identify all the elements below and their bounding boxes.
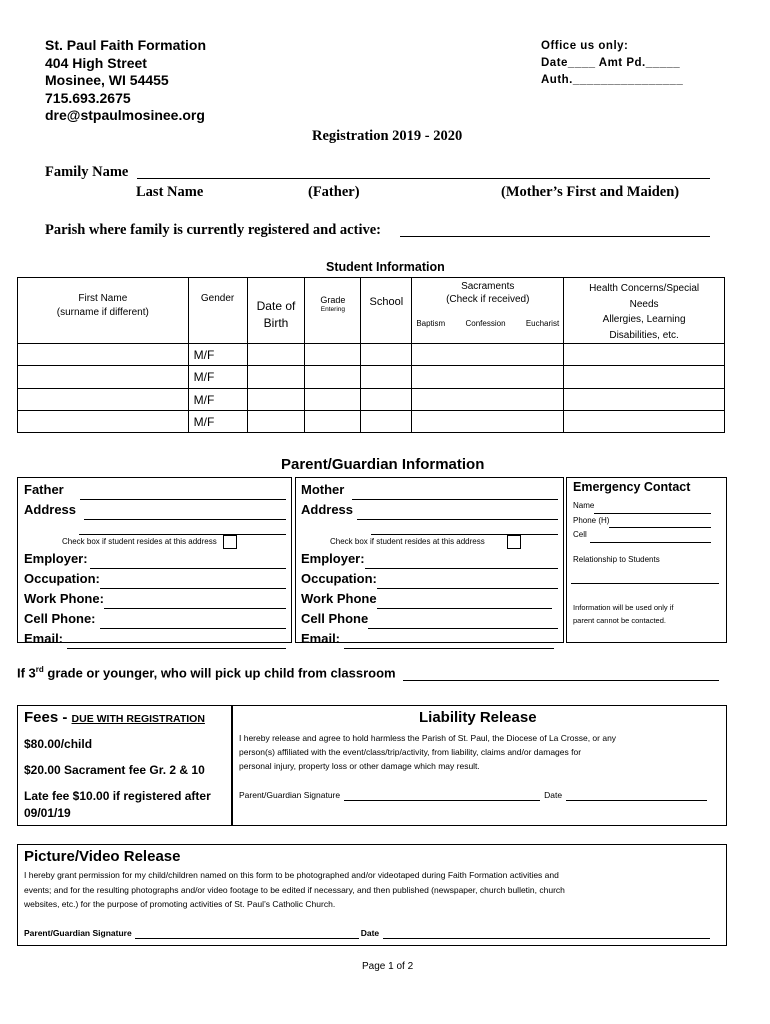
liability-signature-line[interactable] bbox=[344, 790, 540, 801]
family-name-label: Family Name bbox=[45, 164, 129, 180]
student-gender-cell[interactable]: M/F bbox=[188, 344, 247, 366]
emergency-phone-line[interactable] bbox=[609, 514, 711, 529]
pickup-sup: rd bbox=[35, 665, 44, 674]
student-sacraments-cell[interactable] bbox=[412, 389, 564, 411]
mother-work-phone-label: Work Phone bbox=[301, 591, 377, 606]
org-phone: 715.693.2675 bbox=[45, 89, 131, 106]
mother-line[interactable] bbox=[352, 480, 558, 500]
emergency-note-line2: parent cannot be contacted. bbox=[573, 616, 666, 625]
parish-line[interactable] bbox=[400, 236, 710, 237]
student-dob-cell[interactable] bbox=[247, 366, 305, 389]
student-dob-cell[interactable] bbox=[247, 344, 305, 366]
parent-section-title: Parent/Guardian Information bbox=[281, 456, 485, 473]
student-health-cell[interactable] bbox=[564, 389, 725, 411]
fees-title-sub: DUE WITH REGISTRATION bbox=[71, 713, 205, 725]
emergency-relationship-label: Relationship to Students bbox=[573, 555, 660, 564]
picture-signature-line[interactable] bbox=[135, 928, 359, 939]
student-gender-cell[interactable]: M/F bbox=[188, 389, 247, 411]
mother-address-line[interactable] bbox=[357, 500, 558, 520]
col-health bbox=[564, 278, 725, 344]
col-grade bbox=[305, 278, 361, 344]
fee-child: $80.00/child bbox=[24, 737, 93, 751]
mother-resides-label: Check box if student resides at this address bbox=[330, 537, 485, 547]
family-name-line[interactable] bbox=[137, 178, 710, 179]
mother-details bbox=[301, 549, 558, 649]
picture-date-line[interactable] bbox=[383, 928, 710, 939]
office-date-amount: Date____ Amt Pd._____ bbox=[541, 57, 681, 69]
mother-employer-line[interactable] bbox=[365, 549, 558, 569]
pickup-prefix: If 3 bbox=[17, 665, 36, 681]
father-label: Father bbox=[24, 482, 64, 497]
student-sacraments-cell[interactable] bbox=[412, 411, 564, 433]
father-email-label: Email: bbox=[24, 631, 64, 646]
father-caption: (Father) bbox=[308, 184, 360, 200]
father-resides-checkbox[interactable] bbox=[223, 535, 237, 549]
emergency-relationship-line[interactable] bbox=[571, 583, 719, 584]
father-address-line[interactable] bbox=[84, 500, 286, 520]
org-city: Mosinee, WI 54455 bbox=[45, 72, 169, 88]
father-cell-phone-line[interactable] bbox=[100, 609, 286, 629]
form-title: Registration 2019 - 2020 bbox=[312, 128, 463, 144]
col-sacraments-sub: (Check if received) bbox=[446, 294, 530, 305]
father-address-label: Address bbox=[24, 502, 77, 517]
liability-date-line[interactable] bbox=[566, 790, 707, 801]
col-first-name bbox=[18, 278, 189, 344]
emergency-name-line[interactable] bbox=[594, 499, 711, 514]
student-grade-cell[interactable] bbox=[305, 411, 361, 433]
col-grade-sub: Entering bbox=[320, 306, 346, 313]
student-grade-cell[interactable] bbox=[305, 344, 361, 366]
picture-signature-row bbox=[24, 928, 710, 939]
father-resides-check[interactable] bbox=[62, 535, 237, 549]
col-gender: Gender bbox=[188, 278, 247, 344]
emergency-cell-label: Cell bbox=[573, 530, 587, 539]
mother-work-phone-line[interactable] bbox=[377, 589, 552, 609]
student-school-cell[interactable] bbox=[361, 411, 412, 433]
mother-cell-phone-line[interactable] bbox=[368, 609, 558, 629]
pickup-label bbox=[17, 665, 396, 680]
student-school-cell[interactable] bbox=[361, 389, 412, 411]
org-street: 404 High Street bbox=[45, 54, 147, 71]
fee-late-line2: 09/01/19 bbox=[24, 806, 71, 820]
col-sacraments-label: Sacraments bbox=[461, 281, 515, 292]
fee-late-line1: Late fee $10.00 if registered after bbox=[24, 789, 211, 803]
student-grade-cell[interactable] bbox=[305, 389, 361, 411]
col-eucharist: Eucharist bbox=[525, 319, 560, 328]
pickup-rest: grade or younger, who will pick up child from classroom bbox=[43, 665, 396, 681]
student-school-cell[interactable] bbox=[361, 366, 412, 389]
student-sacraments-cell[interactable] bbox=[412, 344, 564, 366]
student-first-name-cell[interactable] bbox=[18, 344, 189, 366]
page-number: Page 1 of 2 bbox=[362, 961, 414, 972]
fees-title-main: Fees - bbox=[24, 709, 72, 726]
col-dob bbox=[247, 278, 305, 344]
father-cell-phone-label: Cell Phone: bbox=[24, 611, 96, 626]
student-row[interactable] bbox=[18, 344, 725, 366]
office-auth: Auth.________________ bbox=[541, 74, 684, 86]
last-name-caption: Last Name bbox=[136, 184, 204, 200]
father-work-phone-label: Work Phone: bbox=[24, 591, 104, 606]
col-health-line1: Health Concerns/Special bbox=[589, 283, 700, 294]
father-resides-label: Check box if student resides at this address bbox=[62, 537, 217, 547]
student-first-name-cell[interactable] bbox=[18, 389, 189, 411]
col-school: School bbox=[361, 278, 412, 344]
student-grade-cell[interactable] bbox=[305, 366, 361, 389]
fee-late bbox=[24, 788, 211, 822]
org-name: St. Paul Faith Formation bbox=[45, 37, 207, 53]
parish-label: Parish where family is currently registered and active: bbox=[45, 222, 381, 238]
student-health-cell[interactable] bbox=[564, 366, 725, 389]
col-grade-label: Grade bbox=[320, 295, 346, 305]
emergency-note bbox=[573, 601, 673, 627]
mother-caption: (Mother’s First and Maiden) bbox=[501, 184, 680, 200]
student-first-name-cell[interactable] bbox=[18, 366, 189, 389]
father-address-line2[interactable] bbox=[79, 520, 286, 535]
fee-sacrament: $20.00 Sacrament fee Gr. 2 & 10 bbox=[24, 763, 205, 777]
mother-resides-checkbox[interactable] bbox=[507, 535, 521, 549]
picture-text-line1: I hereby grant permission for my child/children named on this form to be photographed and/or videotaped during Faith Formation activities and bbox=[24, 870, 559, 880]
picture-signature-label: Parent/Guardian Signature bbox=[24, 928, 132, 938]
col-health-line4: Disabilities, etc. bbox=[609, 329, 679, 341]
emergency-title: Emergency Contact bbox=[573, 480, 691, 494]
mother-label: Mother bbox=[301, 482, 345, 497]
mother-cell-phone-label: Cell Phone bbox=[301, 611, 369, 626]
picture-text-line2: events; and for the resulting photographs and/or video footage to be edited if necessary, and then published (newspaper, church bulletin, church bbox=[24, 884, 565, 895]
student-row[interactable] bbox=[18, 366, 725, 389]
liability-text-line3: personal injury, property loss or other damage which may result. bbox=[239, 761, 480, 771]
student-school-cell[interactable] bbox=[361, 344, 412, 366]
student-row[interactable] bbox=[18, 411, 725, 433]
picture-text-line3: websites, etc.) for the purpose of promoting activities of St. Paul’s Catholic Church. bbox=[24, 899, 336, 909]
pickup-line[interactable] bbox=[403, 680, 719, 681]
col-sacraments bbox=[412, 278, 564, 344]
liability-text bbox=[239, 731, 616, 773]
student-health-cell[interactable] bbox=[564, 411, 725, 433]
student-sacraments-cell[interactable] bbox=[412, 366, 564, 389]
liability-signature-label: Parent/Guardian Signature bbox=[239, 790, 341, 800]
org-address-block bbox=[45, 37, 206, 125]
mother-email-line[interactable] bbox=[344, 629, 554, 649]
picture-text bbox=[24, 868, 565, 912]
father-occupation-label: Occupation: bbox=[24, 571, 100, 586]
col-dob-line2: Birth bbox=[263, 316, 289, 330]
mother-address-label: Address bbox=[301, 502, 354, 517]
mother-occupation-label: Occupation: bbox=[301, 571, 377, 586]
office-use-block bbox=[541, 38, 683, 89]
father-occupation-line[interactable] bbox=[100, 569, 286, 589]
student-gender-cell[interactable]: M/F bbox=[188, 366, 247, 389]
col-health-line2: Needs bbox=[629, 298, 659, 310]
father-fields bbox=[24, 480, 286, 535]
col-dob-line1: Date of bbox=[256, 299, 296, 313]
student-section-title: Student Information bbox=[326, 260, 445, 274]
emergency-phone-label: Phone (H) bbox=[573, 515, 610, 525]
emergency-name-label: Name bbox=[573, 501, 595, 510]
emergency-note-line1: Information will be used only if bbox=[573, 603, 674, 612]
picture-title: Picture/Video Release bbox=[24, 848, 181, 865]
col-health-line3: Allergies, Learning bbox=[602, 314, 686, 325]
mother-occupation-line[interactable] bbox=[377, 569, 558, 589]
father-work-phone-line[interactable] bbox=[104, 589, 286, 609]
liability-date-label: Date bbox=[544, 790, 563, 800]
father-employer-line[interactable] bbox=[90, 549, 286, 569]
liability-title: Liability Release bbox=[419, 709, 537, 726]
father-employer-label: Employer: bbox=[24, 551, 88, 566]
father-email-line[interactable] bbox=[67, 629, 286, 649]
emergency-cell-line[interactable] bbox=[590, 528, 711, 543]
org-email: dre@stpaulmosinee.org bbox=[45, 107, 205, 123]
col-first-name-sub: (surname if different) bbox=[56, 307, 149, 318]
sacrament-subcolumns bbox=[412, 319, 563, 328]
liability-signature-row bbox=[239, 790, 707, 801]
mother-address-line2[interactable] bbox=[371, 520, 558, 535]
emergency-fields bbox=[573, 499, 711, 543]
mother-email-label: Email: bbox=[301, 631, 341, 646]
col-baptism: Baptism bbox=[416, 319, 446, 328]
student-row[interactable] bbox=[18, 389, 725, 411]
mother-employer-label: Employer: bbox=[301, 551, 365, 566]
col-first-name-label: First Name bbox=[78, 293, 128, 304]
student-first-name-cell[interactable] bbox=[18, 411, 189, 433]
col-confession: Confession bbox=[465, 319, 506, 328]
fees-title bbox=[24, 709, 205, 727]
student-dob-cell[interactable] bbox=[247, 389, 305, 411]
liability-text-line2: person(s) affiliated with the event/class/trip/activity, from liability, claims and/or damages for bbox=[239, 747, 582, 757]
picture-date-label: Date bbox=[360, 928, 380, 938]
student-gender-cell[interactable]: M/F bbox=[188, 411, 247, 433]
student-table bbox=[17, 277, 725, 433]
student-dob-cell[interactable] bbox=[247, 411, 305, 433]
father-line[interactable] bbox=[80, 480, 286, 500]
mother-resides-check[interactable] bbox=[330, 535, 521, 549]
student-table-header bbox=[18, 278, 725, 344]
father-details bbox=[24, 549, 286, 649]
mother-fields bbox=[301, 480, 558, 535]
liability-text-line1: I hereby release and agree to hold harmless the Parish of St. Paul, the Diocese of La Crosse, or any bbox=[239, 733, 617, 743]
office-title: Office us only: bbox=[541, 40, 629, 52]
student-health-cell[interactable] bbox=[564, 344, 725, 366]
